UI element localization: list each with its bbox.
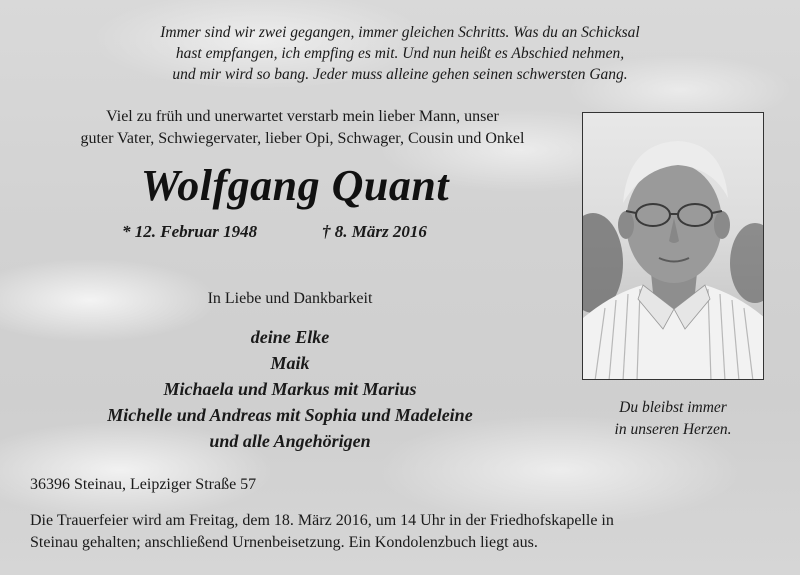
family-member: Maik <box>270 353 310 373</box>
poem-line: und mir wird so bang. Jeder muss alleine gehen seinen schwersten Gang. <box>172 66 628 83</box>
family-list <box>40 324 540 454</box>
family-member: Michaela und Markus mit Marius <box>163 379 417 399</box>
family-member: deine Elke <box>250 327 330 347</box>
photo-caption <box>582 397 764 441</box>
death-date: † 8. März 2016 <box>322 222 427 241</box>
caption-line: Du bleibst immer <box>619 399 727 416</box>
intro-line: Viel zu früh und unerwartet verstarb mein lieber Mann, unser <box>106 108 499 125</box>
caption-line: in unseren Herzen. <box>614 421 732 438</box>
poem <box>60 22 740 85</box>
portrait-illustration <box>583 113 764 380</box>
funeral-service-info <box>30 510 780 554</box>
service-line: Steinau gehalten; anschließend Urnenbeisetzung. Ein Kondolenzbuch liegt aus. <box>30 534 538 551</box>
intro-text <box>20 106 585 150</box>
service-line: Die Trauerfeier wird am Freitag, dem 18. März 2016, um 14 Uhr in der Friedhofskapelle in <box>30 512 614 529</box>
birth-date: * 12. Februar 1948 <box>122 222 258 241</box>
family-member: und alle Angehörigen <box>209 431 371 451</box>
thanks-line: In Liebe und Dankbarkeit <box>207 290 373 307</box>
intro-line: guter Vater, Schwiegervater, lieber Opi, Schwager, Cousin und Onkel <box>80 130 525 147</box>
deceased-name: Wolfgang Quant <box>140 161 450 210</box>
portrait-photo <box>582 112 764 380</box>
family-member: Michelle und Andreas mit Sophia und Madeleine <box>107 405 473 425</box>
poem-line: hast empfangen, ich empfing es mit. Und nun heißt es Abschied nehmen, <box>175 45 625 62</box>
address: 36396 Steinau, Leipziger Straße 57 <box>30 476 257 493</box>
poem-line: Immer sind wir zwei gegangen, immer gleichen Schritts. Was du an Schicksal <box>160 24 640 41</box>
